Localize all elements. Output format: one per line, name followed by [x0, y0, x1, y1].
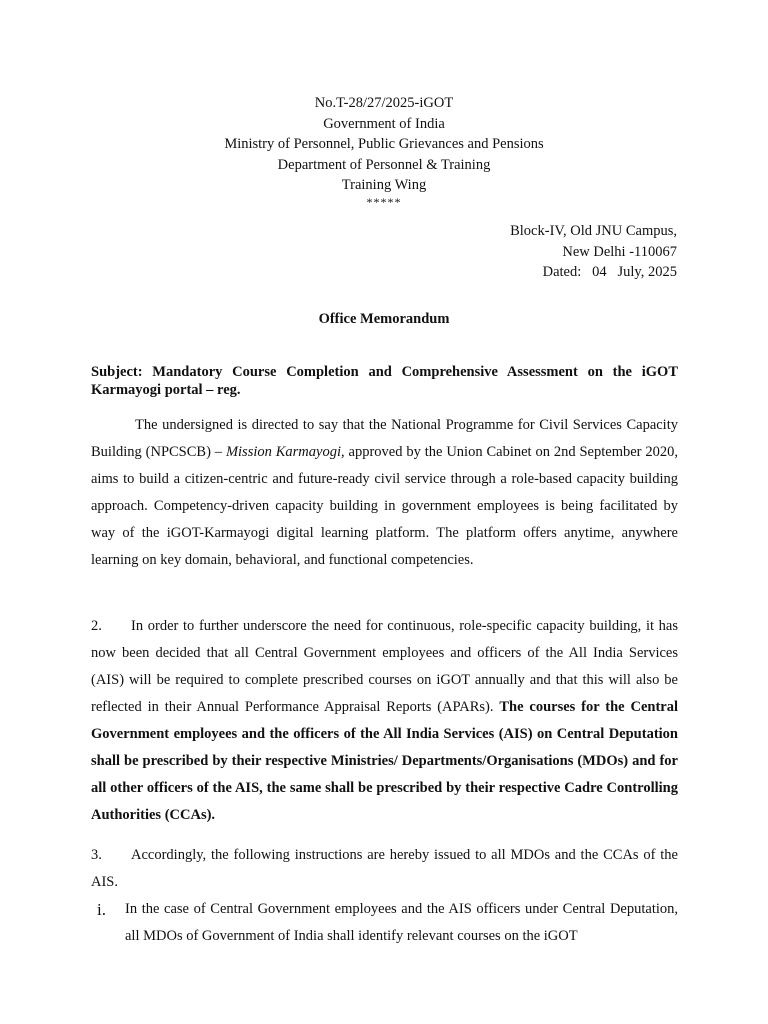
- para2-number: 2.: [91, 618, 102, 634]
- reference-number: No.T-28/27/2025-iGOT: [314, 95, 454, 111]
- wing-name: Training Wing: [341, 177, 427, 193]
- government-name: Government of India: [323, 115, 445, 132]
- department-name: Department of Personnel & Training: [277, 156, 491, 173]
- list-item-marker: i.: [97, 900, 106, 919]
- instruction-list: [91, 896, 678, 950]
- office-address: [510, 221, 677, 283]
- dated-label: Dated:: [542, 264, 582, 280]
- address-line-1: Block-IV, Old JNU Campus,: [510, 223, 677, 239]
- paragraph-2: [91, 613, 678, 829]
- dated-day: 04: [592, 264, 607, 280]
- para2-bold-text: The courses for the Central Government employees and the officers of the All India Services (AIS) on Central Deputation shall be prescribed by their respective Ministries/ Departments/Organisations (MDOs) and for all other officers of the AIS, the same shall be prescribed by their respective Cadre Controlling Authorities (CCAs).: [91, 699, 678, 823]
- paragraph-1: [91, 412, 678, 574]
- dated-month-year: July, 2025: [617, 264, 677, 280]
- list-item: [91, 896, 678, 950]
- letterhead: [0, 93, 768, 208]
- para3-number: 3.: [91, 847, 102, 863]
- para1-italic-text: Mission Karmayogi: [225, 444, 341, 460]
- paragraph-3: [91, 842, 678, 896]
- separator-stars: *****: [366, 194, 402, 209]
- date-line: [510, 262, 677, 283]
- para1-text-end: , approved by the Union Cabinet on 2nd September 2020, aims to build a citizen-centric and future-ready civil service through a role-based capacity building approach. Competency-driven capacity building in government employees is being facilitated by way of the iGOT-Karmayogi digital learning platform. The platform offers anytime, anywhere learning on key domain, behavioral, and functional competencies.: [91, 444, 678, 568]
- list-item-text: In the case of Central Government employees and the AIS officers under Central Deputation, all MDOs of Government of India shall identify relevant courses on the iGOT: [125, 901, 678, 944]
- address-line-2: New Delhi -110067: [562, 243, 677, 260]
- para3-text: Accordingly, the following instructions are hereby issued to all MDOs and the CCAs of the AIS.: [91, 847, 678, 890]
- ministry-name: Ministry of Personnel, Public Grievances and Pensions: [224, 136, 544, 152]
- subject-line: Subject: Mandatory Course Completion and Comprehensive Assessment on the iGOT Karmayogi portal – reg.: [91, 364, 678, 398]
- para2-normal-text: In order to further underscore the need for continuous, role-specific capacity building, it has now been decided that all Central Government employees and officers of the All India Services (AIS) will be required to complete prescribed courses on iGOT annually and that this will also be reflected in their Annual Performance Appraisal Reports (APARs).: [91, 618, 678, 715]
- para1-text-start: The undersigned is directed to say that the National Programme for Civil Services Capacity Building (NPCSCB) –: [91, 417, 678, 460]
- memo-title: Office Memorandum: [318, 311, 450, 327]
